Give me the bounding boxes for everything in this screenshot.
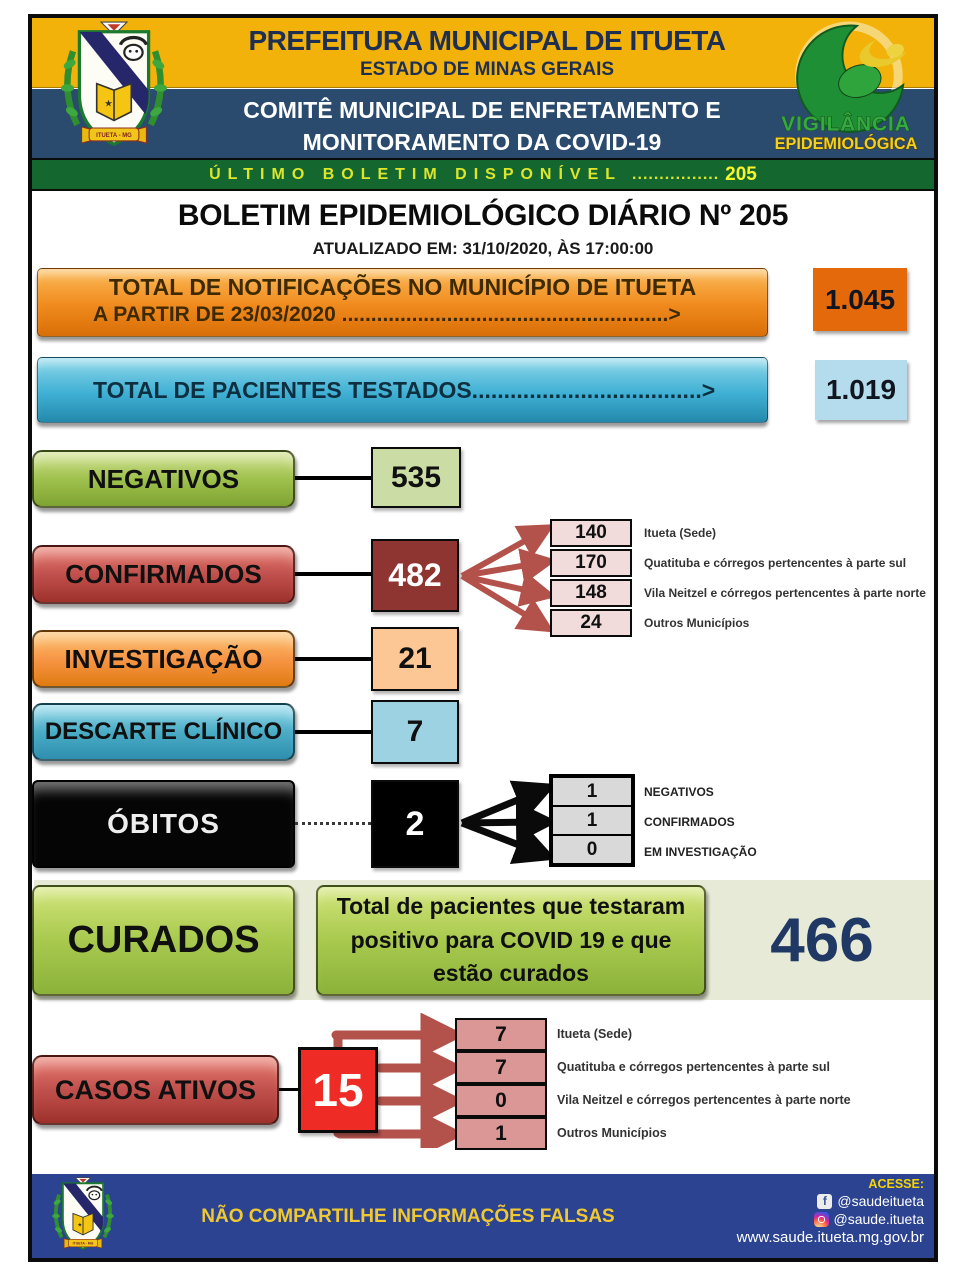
obitos-connector <box>295 822 371 825</box>
last-bulletin-label: ÚLTIMO BOLETIM DISPONÍVEL <box>209 165 623 183</box>
document-frame <box>28 14 938 1262</box>
last-bulletin-number: 205 <box>725 163 757 185</box>
obitos-breakdown-value: 1 <box>553 807 631 834</box>
obitos-breakdown-label: EM INVESTIGAÇÃO <box>644 845 757 859</box>
obitos-breakdown-label: CONFIRMADOS <box>644 815 735 829</box>
descarte-clinico-value: 7 <box>371 700 459 764</box>
last-bulletin-bar <box>32 158 934 191</box>
epidemiological-surveillance-logo-icon <box>758 20 934 158</box>
footer-bar <box>32 1174 934 1258</box>
confirmados-breakdown-label: Itueta (Sede) <box>644 526 717 540</box>
bulletin-title: BOLETIM EPIDEMIOLÓGICO DIÁRIO Nº 205 <box>177 199 789 232</box>
last-bulletin-dots: ................ <box>632 165 720 183</box>
investigacao-button: INVESTIGAÇÃO <box>32 630 295 688</box>
obitos-breakdown-group <box>549 774 635 867</box>
confirmados-connector <box>295 572 371 576</box>
negativos-value: 535 <box>371 447 461 508</box>
casos-ativos-breakdown-label: Quatituba e córregos pertencentes à parte sul <box>557 1060 830 1074</box>
obitos-breakdown-value: 0 <box>553 836 631 863</box>
committee-line2: MONITORAMENTO DA COVID-19 <box>302 129 662 155</box>
municipality-title: PREFEITURA MUNICIPAL DE ITUETA <box>248 25 726 56</box>
logo-text-line1: VIGILÂNCIA <box>781 112 911 136</box>
obitos-breakdown-value: 1 <box>553 778 631 805</box>
obitos-breakdown-label: NEGATIVOS <box>644 785 714 799</box>
obitos-value: 2 <box>371 780 459 868</box>
confirmados-arrows-icon <box>459 516 551 638</box>
facebook-icon: f <box>817 1194 832 1209</box>
descarte-connector <box>295 730 371 734</box>
confirmados-value: 482 <box>371 539 459 612</box>
footer-access-label: ACESSE: <box>868 1177 924 1191</box>
casos-ativos-breakdown-label: Vila Neitzel e córregos pertencentes à parte norte <box>557 1093 851 1107</box>
confirmados-breakdown-value: 140 <box>550 519 632 547</box>
casos-ativos-button: CASOS ATIVOS <box>32 1055 279 1125</box>
confirmados-breakdown-value: 170 <box>550 549 632 577</box>
tested-label: TOTAL DE PACIENTES TESTADOS....................................> <box>93 376 716 403</box>
obitos-arrows-icon <box>459 773 549 873</box>
bulletin-updated: ATUALIZADO EM: 31/10/2020, ÀS 17:00:00 <box>312 239 654 258</box>
notifications-value: 1.045 <box>813 268 907 331</box>
confirmados-breakdown-label: Outros Municípios <box>644 616 750 630</box>
footer-coat-of-arms-icon <box>42 1177 124 1255</box>
confirmados-breakdown-value: 148 <box>550 579 632 607</box>
footer-website: www.saude.itueta.mg.gov.br <box>736 1229 924 1246</box>
casos-ativos-breakdown-value: 0 <box>455 1084 547 1117</box>
confirmados-breakdown-value: 24 <box>550 609 632 637</box>
facebook-handle: @saudeitueta <box>837 1193 924 1209</box>
casos-ativos-connector <box>279 1088 298 1091</box>
negativos-connector <box>295 476 371 480</box>
curados-description-box <box>316 885 706 996</box>
state-subtitle: ESTADO DE MINAS GERAIS <box>359 59 615 80</box>
instagram-handle: @saude.itueta <box>833 1211 924 1227</box>
curados-button: CURADOS <box>32 885 295 996</box>
obitos-button: ÓBITOS <box>32 780 295 868</box>
casos-ativos-breakdown-value: 7 <box>455 1018 547 1051</box>
negativos-button: NEGATIVOS <box>32 450 295 508</box>
casos-ativos-breakdown-label: Outros Municípios <box>557 1126 667 1140</box>
committee-line1: COMITÊ MUNICIPAL DE ENFRETAMENTO E <box>243 97 721 123</box>
itueta-coat-of-arms-icon <box>38 21 190 155</box>
notifications-label-line1: TOTAL DE NOTIFICAÇÕES NO MUNICÍPIO DE ITUETA <box>108 274 697 300</box>
notifications-label-line2: A PARTIR DE 23/03/2020 ........................................................> <box>93 303 681 326</box>
instagram-icon <box>814 1212 829 1227</box>
tested-value: 1.019 <box>815 360 907 420</box>
confirmados-button: CONFIRMADOS <box>32 545 295 604</box>
casos-ativos-breakdown-label: Itueta (Sede) <box>557 1027 633 1041</box>
casos-ativos-breakdown-value: 7 <box>455 1051 547 1084</box>
confirmados-breakdown-label: Vila Neitzel e córregos pertencentes à parte norte <box>644 586 926 600</box>
curados-description: Total de pacientes que testaram positivo para COVID 19 e que estão curados <box>336 893 686 987</box>
notifications-bar <box>37 268 768 337</box>
tested-bar <box>37 357 768 423</box>
casos-ativos-value: 15 <box>298 1047 378 1133</box>
confirmados-breakdown-label: Quatituba e córregos pertencentes à parte sul <box>644 556 907 570</box>
curados-value: 466 <box>770 905 874 975</box>
casos-ativos-breakdown-value: 1 <box>455 1117 547 1150</box>
descarte-clinico-button: DESCARTE CLÍNICO <box>32 703 295 761</box>
footer-message: NÃO COMPARTILHE INFORMAÇÕES FALSAS <box>201 1206 615 1227</box>
investigacao-value: 21 <box>371 627 459 691</box>
logo-text-line2: EPIDEMIOLÓGICA <box>774 135 918 154</box>
investigacao-connector <box>295 657 371 661</box>
